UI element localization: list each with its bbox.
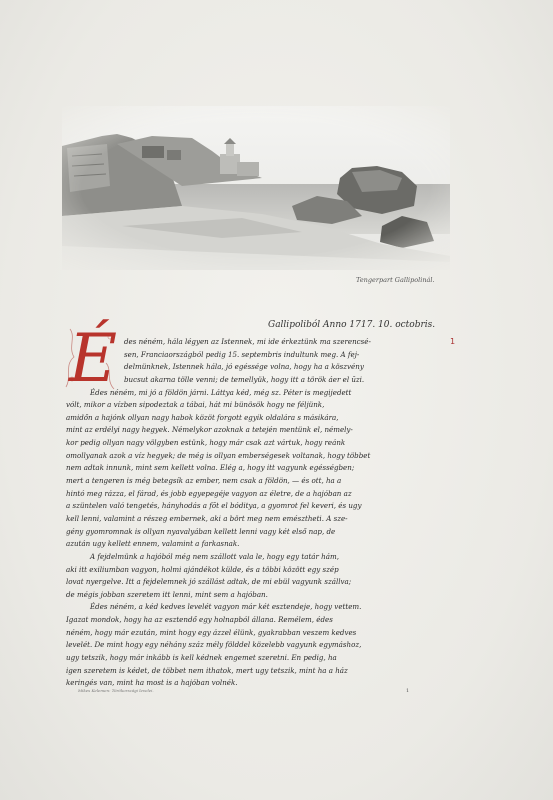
text-line: aki itt exiliumban vagyon, holmi ajándékot külde, és a többi között egy szép [66, 564, 339, 574]
text-line: gény gyomromnak is ollyan nyavalyában kellett lenni vagy két első nap, de [66, 526, 336, 536]
coastline-photo [62, 106, 450, 270]
text-line: bucsut akarna tölle venni; de temellyük, hogy itt a török áer el ūzi. [124, 374, 365, 384]
text-line: de mégis jobban szeretem itt lenni, mint sem a hajóban. [66, 589, 268, 599]
text-line: sen, Franciaországból pedig 15. septembris indultunk meg. A fej- [124, 349, 360, 359]
footer-page-number: 1 [406, 688, 410, 694]
text-line: Igazat mondok, hogy ha az esztendő egy holnapból állana. Remélem, édes [66, 615, 333, 625]
text-line: mint az erdélyi nagy hegyek. Némelykor azoknak a tetején mentünk el, némely- [66, 425, 353, 435]
text-line: nem adtak innunk, mint sem kellett volna. Elég a, hogy itt vagyunk egésségben; [66, 463, 355, 473]
text-line: igen szeretem is kédet, de többet nem ithatok, mert ugy tetszik, mint ha a ház [66, 665, 348, 675]
letter-body [66, 336, 444, 690]
text-line: Édes néném, mi jó a földön járni. Láttya kéd, még sz. Péter is megijedett [90, 387, 352, 397]
photo-caption: Tengerpart Gallipolinál. [356, 276, 435, 284]
text-line: azután ugy kellett ennem, valamint a farkasnak. [66, 539, 240, 549]
letter-number: 1 [450, 337, 456, 346]
text-line: kell lenni, valamint a részeg embernek, aki a bört meg nem emésztheti. A sze- [66, 513, 348, 523]
text-line: a szüntelen való tengetés, hányhodás a fõt el bóditya, a gyomrot fel keveri, és ugy [66, 501, 362, 511]
text-line: amidőn a hajónk ollyan nagy habok közöt forgott egyik oldalára s másikára, [66, 412, 339, 422]
initial-letter: É [68, 320, 118, 395]
text-line: néném, hogy már ezután, mint hogy egy ázzel élünk, gyakrabban veszem kedves [66, 627, 357, 637]
text-line: levelét. De mint hogy egy néhány száz mély földdel közelebb vagyunk egymáshoz, [66, 640, 362, 650]
text-line: kor pedig ollyan nagy völgyben estünk, hogy már csak azt vártuk, hogy reánk [66, 438, 346, 448]
text-line: mert a tengeren is még betegsík az ember, nem csak a földön, — és ott, ha a [66, 476, 342, 486]
text-line: delmünknek, Istennek hála, jó egéssége volna, hogy ha a köszvény [124, 362, 364, 372]
text-line: ugy tetszik, hogy már inkább is kell kédnek engemet szeretni. En pedig, ha [66, 653, 337, 663]
letter-dateline: Gallipoliból Anno 1717. 10. octobris. [268, 320, 436, 330]
text-line: lovat nyergelve. Itt a fejdelemnek jó szállást adtak, de mi ebül vagyunk szállva; [66, 577, 352, 587]
footer-source: Mikes Kelemen: Törökországi levelei. [78, 688, 154, 693]
text-line: Édes néném, a kéd kedves levelét vagyon már két esztendeje, hogy vettem. [90, 602, 362, 612]
text-line: des néném, hála légyen az Istennek, mi ide érkeztünk ma szerencsé- [124, 337, 371, 346]
text-line: hintó meg rázza, el fárad, és jobb egyepegéje vagyon az életre, de a hajóban az [66, 488, 352, 498]
text-line: vólt, mikor a vízben sipodeztak a tábai, hát mi bünösök hogy ne féljünk, [66, 400, 325, 410]
text-line: A fejdelmünk a hajóból még nem szállott vala le, hogy egy tatár hám, [90, 551, 339, 561]
text-line: keringés van, mint ha most is a hajóban volnék. [66, 678, 238, 688]
text-line: omollyanak azok a víz hegyek; de még is ollyan emberségesek voltanak, hogy többet [66, 450, 371, 460]
